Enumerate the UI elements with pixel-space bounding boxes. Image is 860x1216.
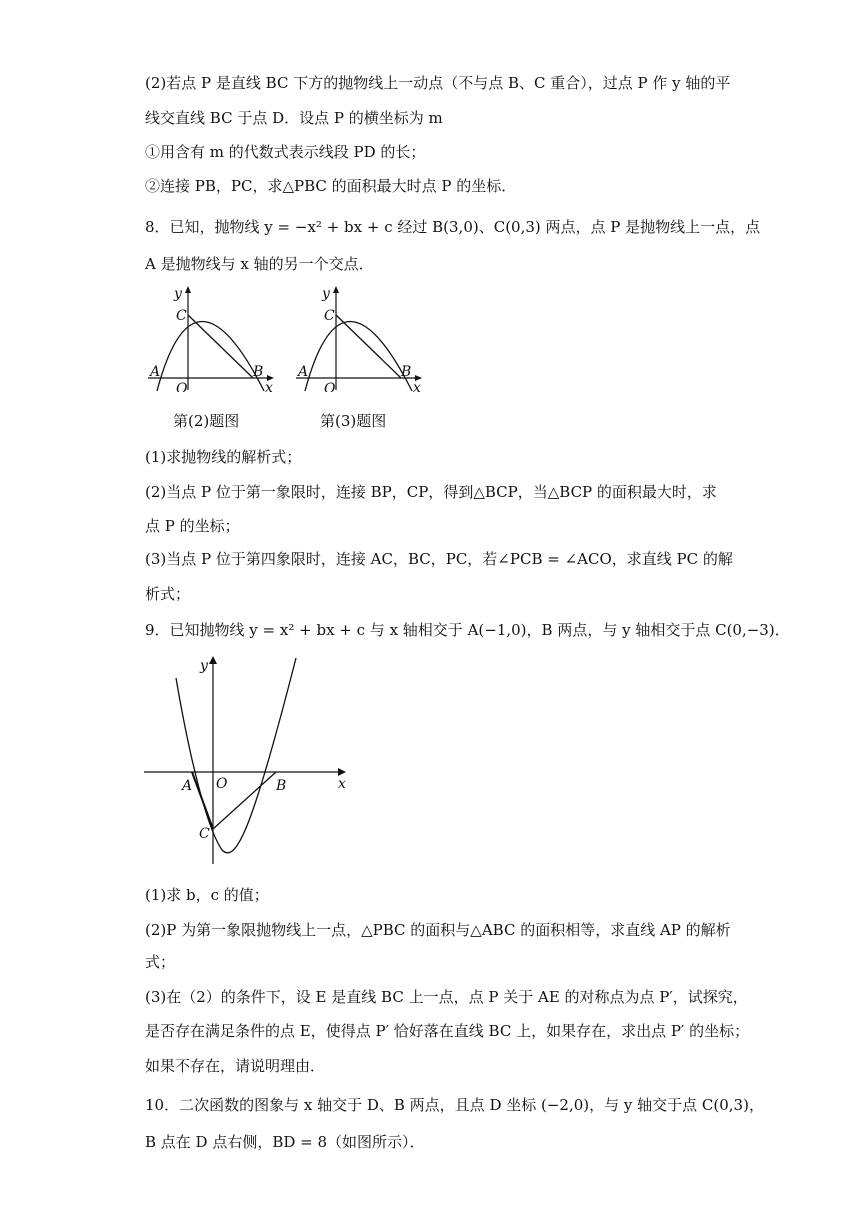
text-line-q9-2b: 式；	[145, 953, 176, 971]
fig3-label-o: O	[324, 381, 336, 392]
fig9-label-c: C	[199, 826, 210, 842]
fig3-label-b: B	[401, 364, 412, 380]
fig3-label-y: y	[322, 286, 330, 302]
text-line-q7-2-2: ②连接 PB，PC，求△PBC 的面积最大时点 P 的坐标．	[145, 177, 517, 195]
figure-q8-part3	[288, 282, 428, 392]
figure-q8-part2	[140, 282, 280, 392]
text-line-q9-3b: 是否存在满足条件的点 E，使得点 P′ 恰好落在直线 BC 上，如果存在，求出点 P′ 的坐标；	[145, 1022, 750, 1040]
fig2-label-b: B	[253, 364, 264, 380]
figure-caption-part3: 第(3)题图	[320, 412, 387, 430]
fig2-label-y: y	[174, 286, 182, 302]
text-line-q7-2b: 线交直线 BC 于点 D．设点 P 的横坐标为 m	[145, 109, 443, 127]
fig3-label-c: C	[324, 308, 335, 324]
text-line-q9-1: (1)求 b，c 的值；	[145, 886, 269, 904]
text-line-q10-stem-a: 10．二次函数的图象与 x 轴交于 D、B 两点，且点 D 坐标 (−2,0)，与 y 轴交于点 C(0,3)，	[145, 1096, 764, 1114]
fig3-label-a: A	[298, 364, 309, 380]
fig9-label-a: A	[182, 778, 193, 794]
fig9-label-y: y	[200, 658, 208, 674]
fig9-label-x: x	[338, 776, 346, 792]
text-line-q8-stem-a: 8．已知，抛物线 y = −x² + bx + c 经过 B(3,0)、C(0,3) 两点，点 P 是抛物线上一点，点	[145, 218, 761, 236]
fig9-label-o: O	[216, 776, 228, 792]
fig2-label-x: x	[265, 380, 273, 392]
fig9-label-b: B	[276, 778, 287, 794]
fig3-label-x: x	[413, 380, 421, 392]
text-line-q8-2b: 点 P 的坐标；	[145, 517, 240, 535]
text-line-q8-3b: 析式；	[145, 585, 191, 603]
fig2-label-c: C	[176, 308, 187, 324]
text-line-q9-stem: 9．已知抛物线 y = x² + bx + c 与 x 轴相交于 A(−1,0)，B 两点，与 y 轴相交于点 C(0,−3)．	[145, 621, 790, 639]
text-line-q7-2a: (2)若点 P 是直线 BC 下方的抛物线上一动点（不与点 B、C 重合），过点 P 作 y 轴的平	[145, 74, 731, 92]
text-line-q8-3a: (3)当点 P 位于第四象限时，连接 AC，BC，PC，若∠PCB = ∠ACO，求直线 PC 的解	[145, 550, 733, 568]
text-line-q9-3a: (3)在（2）的条件下，设 E 是直线 BC 上一点，点 P 关于 AE 的对称点为点 P′，试探究，	[145, 988, 748, 1006]
text-line-q9-2a: (2)P 为第一象限抛物线上一点，△PBC 的面积与△ABC 的面积相等，求直线 AP 的解析	[145, 921, 731, 939]
text-line-q8-2a: (2)当点 P 位于第一象限时，连接 BP，CP，得到△BCP，当△BCP 的面积最大时，求	[145, 483, 717, 501]
figure-caption-part2: 第(2)题图	[173, 412, 240, 430]
fig2-label-o: O	[176, 381, 188, 392]
text-line-q7-2-1: ①用含有 m 的代数式表示线段 PD 的长；	[145, 143, 426, 161]
fig2-label-a: A	[150, 364, 161, 380]
figure-q9	[140, 650, 360, 870]
text-line-q10-stem-b: B 点在 D 点右侧，BD = 8（如图所示）．	[145, 1133, 425, 1151]
text-line-q8-1: (1)求抛物线的解析式；	[145, 448, 302, 466]
text-line-q8-stem-b: A 是抛物线与 x 轴的另一个交点．	[145, 255, 374, 273]
text-line-q9-3c: 如果不存在，请说明理由．	[145, 1057, 326, 1075]
